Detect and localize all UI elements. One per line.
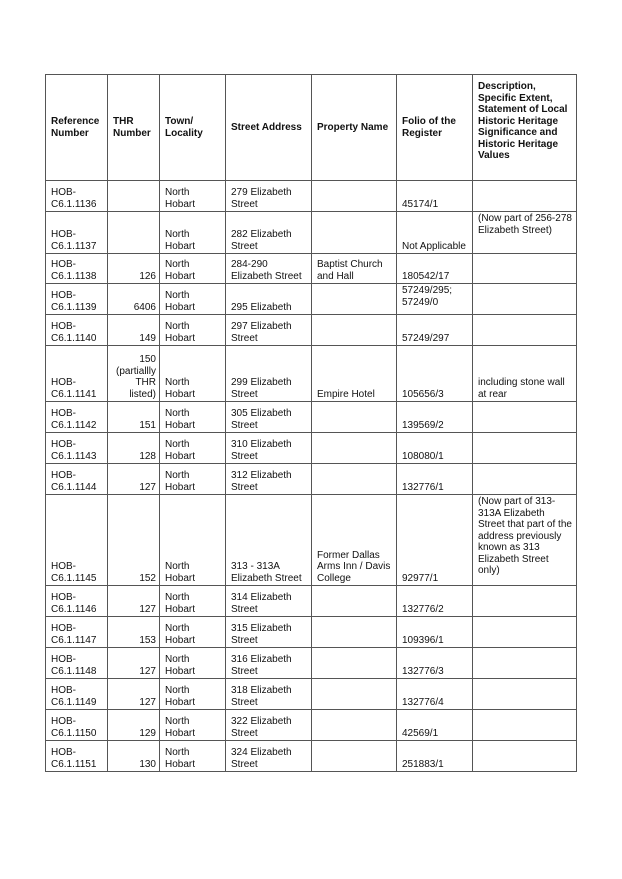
header-description: Description, Specific Extent, Statement of Local Historic Heritage Significance and Historic Heritage Values <box>473 75 577 181</box>
cell-town-locality: North Hobart <box>160 181 226 212</box>
cell-folio: 57249/295; 57249/0 <box>397 284 473 315</box>
cell-property-name <box>312 315 397 346</box>
cell-street-address: 279 Elizabeth Street <box>226 181 312 212</box>
cell-property-name <box>312 648 397 679</box>
cell-thr-number: 127 <box>108 464 160 495</box>
header-property-name: Property Name <box>312 75 397 181</box>
cell-description: (Now part of 313-313A Elizabeth Street that part of the address previously known as 313 Elizabeth Street only) <box>473 495 577 586</box>
cell-reference-number: HOB-C6.1.1138 <box>46 254 108 284</box>
cell-folio: 132776/2 <box>397 586 473 617</box>
table-row <box>46 741 577 772</box>
cell-description <box>473 710 577 741</box>
cell-reference-number: HOB-C6.1.1148 <box>46 648 108 679</box>
cell-property-name <box>312 402 397 433</box>
cell-town-locality: North Hobart <box>160 679 226 710</box>
cell-description <box>473 586 577 617</box>
cell-property-name <box>312 741 397 772</box>
table-row <box>46 315 577 346</box>
cell-description <box>473 464 577 495</box>
cell-folio: 132776/1 <box>397 464 473 495</box>
cell-reference-number: HOB-C6.1.1149 <box>46 679 108 710</box>
cell-town-locality: North Hobart <box>160 617 226 648</box>
table-row <box>46 617 577 648</box>
cell-description <box>473 315 577 346</box>
header-town-locality: Town/ Locality <box>160 75 226 181</box>
cell-folio: 57249/297 <box>397 315 473 346</box>
cell-street-address: 314 Elizabeth Street <box>226 586 312 617</box>
cell-property-name <box>312 181 397 212</box>
table-row <box>46 284 577 315</box>
header-reference-number: Reference Number <box>46 75 108 181</box>
table-row <box>46 586 577 617</box>
table-row <box>46 679 577 710</box>
table-row <box>46 464 577 495</box>
cell-folio: 109396/1 <box>397 617 473 648</box>
cell-folio: Not Applicable <box>397 212 473 254</box>
cell-town-locality: North Hobart <box>160 648 226 679</box>
table-row <box>46 710 577 741</box>
cell-thr-number: 149 <box>108 315 160 346</box>
cell-street-address: 282 Elizabeth Street <box>226 212 312 254</box>
cell-property-name: Former Dallas Arms Inn / Davis College <box>312 495 397 586</box>
cell-description <box>473 617 577 648</box>
cell-reference-number: HOB-C6.1.1150 <box>46 710 108 741</box>
table-header <box>46 75 577 181</box>
cell-street-address: 295 Elizabeth <box>226 284 312 315</box>
header-thr-number: THR Number <box>108 75 160 181</box>
cell-folio: 251883/1 <box>397 741 473 772</box>
cell-thr-number: 6406 <box>108 284 160 315</box>
heritage-register-table <box>45 74 577 772</box>
cell-description <box>473 181 577 212</box>
cell-thr-number: 127 <box>108 679 160 710</box>
header-folio: Folio of the Register <box>397 75 473 181</box>
cell-town-locality: North Hobart <box>160 254 226 284</box>
table-row <box>46 402 577 433</box>
table-row <box>46 648 577 679</box>
cell-street-address: 312 Elizabeth Street <box>226 464 312 495</box>
table-row <box>46 212 577 254</box>
cell-description <box>473 648 577 679</box>
cell-reference-number: HOB-C6.1.1147 <box>46 617 108 648</box>
cell-town-locality: North Hobart <box>160 433 226 464</box>
cell-thr-number: 153 <box>108 617 160 648</box>
cell-description <box>473 402 577 433</box>
header-row <box>46 75 577 181</box>
cell-property-name <box>312 284 397 315</box>
cell-description <box>473 284 577 315</box>
cell-folio: 132776/4 <box>397 679 473 710</box>
cell-property-name <box>312 617 397 648</box>
cell-reference-number: HOB-C6.1.1141 <box>46 346 108 402</box>
cell-reference-number: HOB-C6.1.1144 <box>46 464 108 495</box>
cell-folio: 108080/1 <box>397 433 473 464</box>
cell-folio: 132776/3 <box>397 648 473 679</box>
cell-street-address: 315 Elizabeth Street <box>226 617 312 648</box>
cell-town-locality: North Hobart <box>160 741 226 772</box>
cell-description <box>473 741 577 772</box>
cell-reference-number: HOB-C6.1.1146 <box>46 586 108 617</box>
cell-description: including stone wall at rear <box>473 346 577 402</box>
cell-thr-number <box>108 181 160 212</box>
table-row <box>46 433 577 464</box>
cell-property-name <box>312 679 397 710</box>
cell-reference-number: HOB-C6.1.1143 <box>46 433 108 464</box>
cell-town-locality: North Hobart <box>160 710 226 741</box>
cell-reference-number: HOB-C6.1.1139 <box>46 284 108 315</box>
cell-street-address: 310 Elizabeth Street <box>226 433 312 464</box>
cell-street-address: 322 Elizabeth Street <box>226 710 312 741</box>
cell-folio: 139569/2 <box>397 402 473 433</box>
table-row <box>46 346 577 402</box>
cell-property-name <box>312 212 397 254</box>
cell-thr-number: 130 <box>108 741 160 772</box>
cell-street-address: 299 Elizabeth Street <box>226 346 312 402</box>
cell-street-address: 324 Elizabeth Street <box>226 741 312 772</box>
cell-reference-number: HOB-C6.1.1136 <box>46 181 108 212</box>
cell-street-address: 313 - 313A Elizabeth Street <box>226 495 312 586</box>
cell-reference-number: HOB-C6.1.1151 <box>46 741 108 772</box>
cell-description: (Now part of 256-278 Elizabeth Street) <box>473 212 577 254</box>
cell-town-locality: North Hobart <box>160 346 226 402</box>
cell-thr-number <box>108 212 160 254</box>
cell-town-locality: North Hobart <box>160 315 226 346</box>
cell-town-locality: North Hobart <box>160 464 226 495</box>
cell-description <box>473 254 577 284</box>
cell-property-name: Baptist Church and Hall <box>312 254 397 284</box>
cell-town-locality: North Hobart <box>160 402 226 433</box>
cell-thr-number: 150 (partiallly THR listed) <box>108 346 160 402</box>
table-row <box>46 495 577 586</box>
cell-property-name <box>312 586 397 617</box>
cell-reference-number: HOB-C6.1.1137 <box>46 212 108 254</box>
cell-thr-number: 152 <box>108 495 160 586</box>
cell-street-address: 318 Elizabeth Street <box>226 679 312 710</box>
cell-thr-number: 127 <box>108 586 160 617</box>
cell-property-name: Empire Hotel <box>312 346 397 402</box>
cell-town-locality: North Hobart <box>160 212 226 254</box>
cell-folio: 45174/1 <box>397 181 473 212</box>
table-row <box>46 181 577 212</box>
cell-street-address: 284-290 Elizabeth Street <box>226 254 312 284</box>
cell-thr-number: 126 <box>108 254 160 284</box>
cell-thr-number: 129 <box>108 710 160 741</box>
cell-street-address: 297 Elizabeth Street <box>226 315 312 346</box>
cell-town-locality: North Hobart <box>160 495 226 586</box>
table-body <box>46 181 577 772</box>
cell-town-locality: North Hobart <box>160 586 226 617</box>
cell-description <box>473 679 577 710</box>
table-row <box>46 254 577 284</box>
cell-street-address: 305 Elizabeth Street <box>226 402 312 433</box>
header-street-address: Street Address <box>226 75 312 181</box>
cell-folio: 180542/17 <box>397 254 473 284</box>
cell-reference-number: HOB-C6.1.1140 <box>46 315 108 346</box>
cell-thr-number: 128 <box>108 433 160 464</box>
cell-thr-number: 127 <box>108 648 160 679</box>
cell-property-name <box>312 710 397 741</box>
cell-property-name <box>312 464 397 495</box>
cell-town-locality: North Hobart <box>160 284 226 315</box>
cell-reference-number: HOB-C6.1.1145 <box>46 495 108 586</box>
cell-thr-number: 151 <box>108 402 160 433</box>
cell-folio: 92977/1 <box>397 495 473 586</box>
cell-description <box>473 433 577 464</box>
cell-property-name <box>312 433 397 464</box>
cell-folio: 42569/1 <box>397 710 473 741</box>
cell-street-address: 316 Elizabeth Street <box>226 648 312 679</box>
cell-folio: 105656/3 <box>397 346 473 402</box>
cell-reference-number: HOB-C6.1.1142 <box>46 402 108 433</box>
